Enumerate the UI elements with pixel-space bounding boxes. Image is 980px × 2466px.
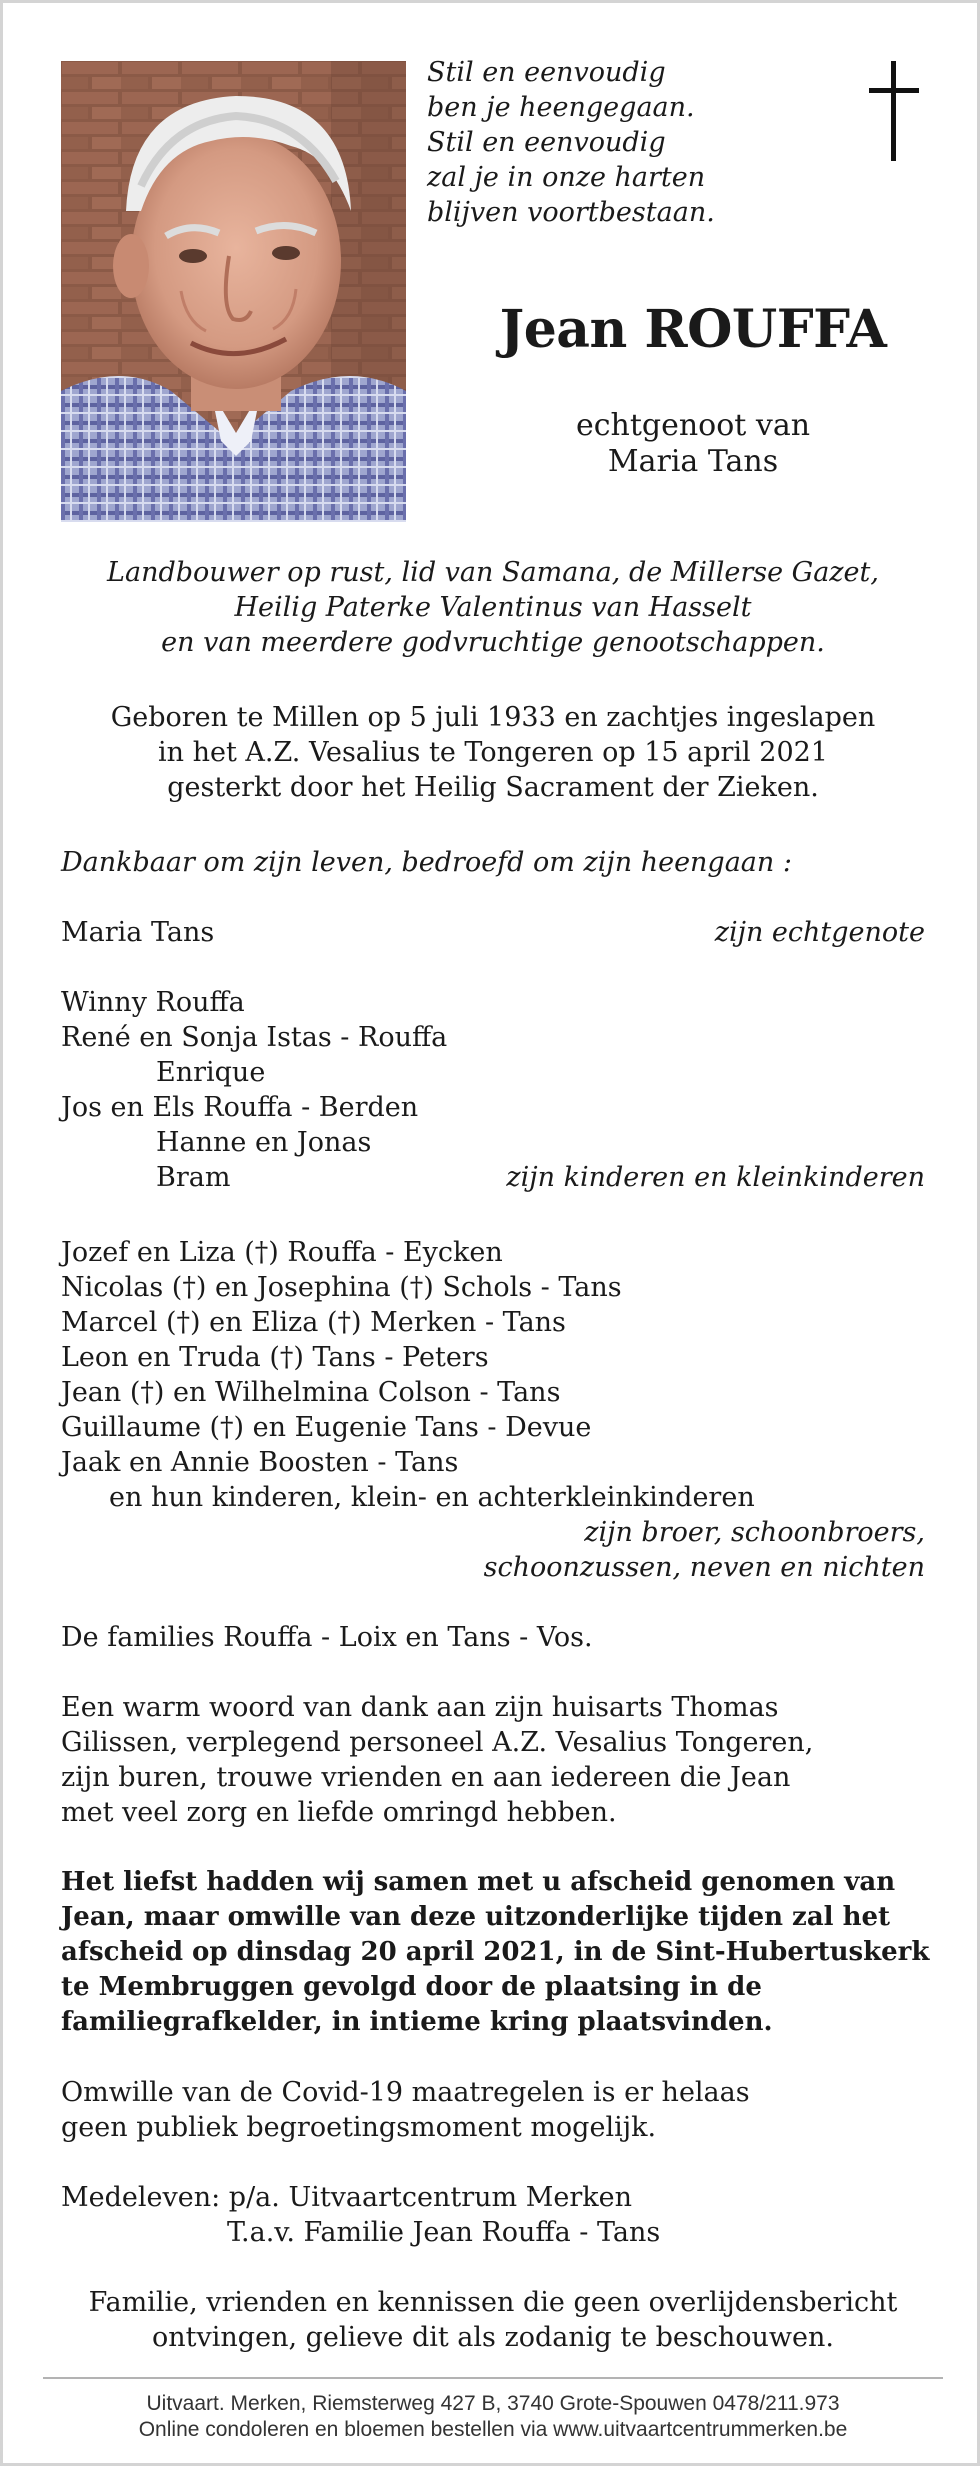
farewell-line: Jean, maar omwille van deze uitzonderlijke tijden zal het — [61, 1902, 891, 1932]
family-line: Jean (†) en Wilhelmina Colson - Tans — [61, 1377, 561, 1408]
family-line: Bram — [156, 1162, 231, 1193]
spouse-name: Maria Tans — [61, 917, 215, 948]
grateful-intro: Dankbaar om zijn leven, bedroefd om zijn heengaan : — [61, 847, 792, 878]
condolences-line-2: T.a.v. Familie Jean Rouffa - Tans — [227, 2217, 661, 2248]
closing-block — [61, 2285, 925, 2355]
spouse-group — [61, 915, 925, 950]
thanks-line: met veel zorg en liefde omringd hebben. — [61, 1797, 617, 1828]
family-line: Jozef en Liza (†) Rouffa - Eycken — [61, 1237, 503, 1268]
children-last-row — [61, 1160, 925, 1195]
family-line: Hanne en Jonas — [156, 1127, 372, 1158]
poem-line: ben je heengegaan. — [427, 92, 695, 123]
family-line: Nicolas (†) en Josephina (†) Schols - Tans — [61, 1272, 622, 1303]
thanks-line: Gilissen, verplegend personeel A.Z. Vesalius Tongeren, — [61, 1727, 814, 1758]
family-line: Jos en Els Rouffa - Berden — [61, 1092, 419, 1123]
poem-line: zal je in onze harten — [427, 162, 706, 193]
titles-line: Heilig Paterke Valentinus van Hasselt — [234, 592, 752, 623]
spouse-relation: zijn echtgenote — [714, 917, 925, 948]
family-line: Leon en Truda (†) Tans - Peters — [61, 1342, 489, 1373]
closing-line: ontvingen, gelieve dit als zodanig te beschouwen. — [152, 2322, 834, 2353]
footer-website: Online condoleren en bloemen bestellen via www.uitvaartcentrummerken.be — [138, 2418, 848, 2441]
spouse-line — [443, 408, 943, 480]
farewell-line: te Membruggen gevolgd door de plaatsing in de — [61, 1972, 762, 2002]
children-relation: zijn kinderen en kleinkinderen — [506, 1162, 925, 1193]
descendants-line: en hun kinderen, klein- en achterkleinkinderen — [109, 1482, 755, 1513]
families-line: De families Rouffa - Loix en Tans - Vos. — [61, 1622, 593, 1653]
family-line: Jaak en Annie Boosten - Tans — [61, 1447, 459, 1478]
covid-line: geen publiek begroetingsmoment mogelijk. — [61, 2112, 657, 2143]
titles-block — [61, 555, 925, 660]
family-line: René en Sonja Istas - Rouffa — [61, 1022, 448, 1053]
birth-death-line: in het A.Z. Vesalius te Tongeren op 15 april 2021 — [158, 737, 828, 768]
covid-line: Omwille van de Covid-19 maatregelen is er helaas — [61, 2077, 750, 2108]
titles-line: en van meerdere godvruchtige genootschappen. — [161, 627, 825, 658]
children-group — [61, 985, 925, 1195]
thanks-line: zijn buren, trouwe vrienden en aan iedereen die Jean — [61, 1762, 791, 1793]
farewell-block — [61, 1865, 930, 2040]
deceased-name: Jean ROUFFA — [499, 299, 887, 360]
siblings-group — [61, 1235, 925, 1585]
family-line: Guillaume (†) en Eugenie Tans - Devue — [61, 1412, 592, 1443]
family-line: Winny Rouffa — [61, 987, 245, 1018]
footer-divider — [43, 2377, 943, 2379]
poem-line: Stil en eenvoudig — [427, 127, 666, 158]
spouse-line-1: echtgenoot van — [575, 408, 811, 443]
closing-line: Familie, vrienden en kennissen die geen overlijdensbericht — [88, 2287, 898, 2318]
birth-death-line: gesterkt door het Heilig Sacrament der Zieken. — [167, 772, 819, 803]
siblings-relation-2: schoonzussen, neven en nichten — [483, 1552, 925, 1583]
titles-line: Landbouwer op rust, lid van Samana, de Millerse Gazet, — [107, 557, 879, 588]
covid-block — [61, 2075, 925, 2145]
portrait-photo — [61, 61, 406, 522]
condolences-block — [61, 2180, 925, 2250]
farewell-line: familiegrafkelder, in intieme kring plaatsvinden. — [61, 2007, 773, 2037]
siblings-relation-1: zijn broer, schoonbroers, — [584, 1517, 925, 1548]
birth-death-line: Geboren te Millen op 5 juli 1933 en zachtjes ingeslapen — [110, 702, 876, 733]
family-line: Marcel (†) en Eliza (†) Merken - Tans — [61, 1307, 566, 1338]
spouse-line-2: Maria Tans — [607, 444, 779, 479]
thanks-block — [61, 1690, 925, 1830]
condolences-line-1: Medeleven: p/a. Uitvaartcentrum Merken — [61, 2182, 632, 2213]
birth-death-block — [61, 700, 925, 805]
poem-line: Stil en eenvoudig — [427, 57, 666, 88]
farewell-line: Het liefst hadden wij samen met u afscheid genomen van — [61, 1867, 896, 1897]
poem — [427, 55, 715, 230]
footer-address: Uitvaart. Merken, Riemsterweg 427 B, 3740 Grote-Spouwen 0478/211.973 — [146, 2392, 840, 2415]
latin-cross-icon — [869, 61, 919, 161]
poem-line: blijven voortbestaan. — [427, 197, 715, 228]
thanks-line: Een warm woord van dank aan zijn huisarts Thomas — [61, 1692, 779, 1723]
family-line: Enrique — [156, 1057, 266, 1088]
spouse-row — [61, 915, 925, 950]
farewell-line: afscheid op dinsdag 20 april 2021, in de Sint-Hubertuskerk — [61, 1937, 930, 1967]
